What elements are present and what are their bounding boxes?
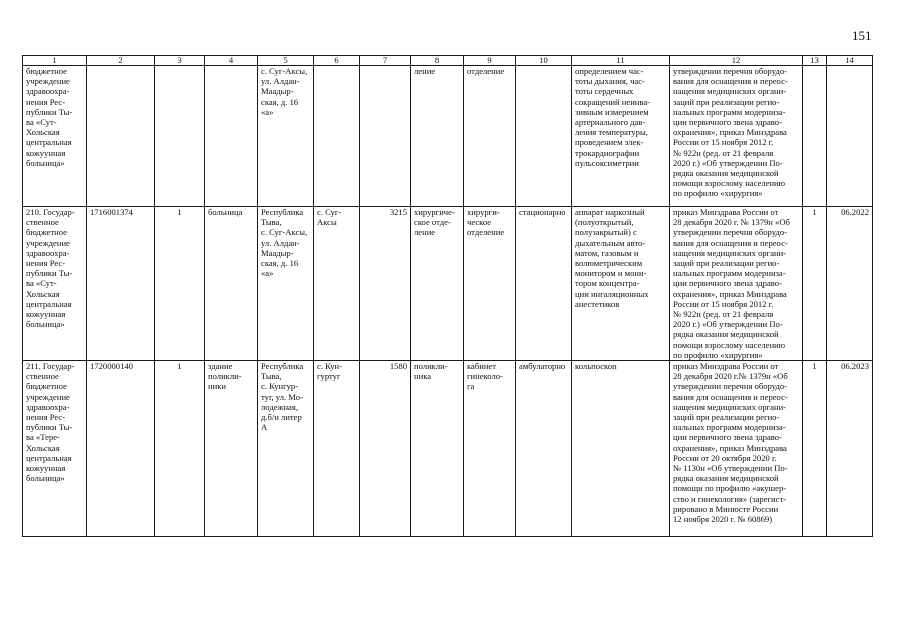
col-header-12: 12 <box>670 56 803 66</box>
cell-equipment: определением час- тоты дыхания, час- тоты сердечных сокращений неинва- зивным измерением артериального дав- ления температуры, проведением элек- трокардиографии пульсоксиметрии <box>572 66 670 207</box>
cell-address: Республика Тыва, с. Суг-Аксы, ул. Алдан- Маадыр- ская, д. 16 «а» <box>258 207 314 361</box>
col-header-10: 10 <box>516 56 572 66</box>
col-header-7: 7 <box>360 56 411 66</box>
cell-building: больница <box>205 207 258 361</box>
col-header-8: 8 <box>411 56 464 66</box>
cell-unit: хирургиче- ское отде- ление <box>411 207 464 361</box>
cell-count: 1 <box>155 207 205 361</box>
cell-unit: ление <box>411 66 464 207</box>
col-header-14: 14 <box>827 56 873 66</box>
cell-department: кабинет гинеколо- га <box>464 361 516 537</box>
cell-address: с. Суг-Аксы, ул. Алдан- Маадыр- ская, д. 16 «а» <box>258 66 314 207</box>
cell-regulation: утверждении перечня оборудо- вания для оснащения и переос- нащения медицинских органи- заций при реализации регио- нальных программ модерниза- ции первичного звена здраво- охранения», приказ Минздрава России от 15 ноября 2012 г. № 922н (ред. от 21 февраля 2020 г.) «Об утверждении По- рядка оказания медицинской помощи взрослому населению по профилю «хирургия» <box>670 66 803 207</box>
cell-date: 06.2023 <box>827 361 873 537</box>
cell-inn <box>87 66 155 207</box>
cell-unit: поликли- ника <box>411 361 464 537</box>
col-header-3: 3 <box>155 56 205 66</box>
cell-count <box>155 66 205 207</box>
cell-locality: с. Кун- гуртуг <box>314 361 360 537</box>
col-header-13: 13 <box>803 56 827 66</box>
table-row <box>23 361 873 537</box>
cell-quantity: 1 <box>803 207 827 361</box>
cell-department: отделение <box>464 66 516 207</box>
table-row <box>23 66 873 207</box>
cell-locality <box>314 66 360 207</box>
col-header-5: 5 <box>258 56 314 66</box>
col-header-9: 9 <box>464 56 516 66</box>
cell-organization: 210. Государ- ственное бюджетное учреждение здравоохра- нения Рес- публики Ты- ва «Сут- Хольская центральная кожуунная больница» <box>23 207 87 361</box>
cell-quantity <box>803 66 827 207</box>
cell-equipment: аппарат наркозный (полуоткрытый, полузакрытый) с дыхательным авто- матом, газовым и волюметрическим монитором и мони- тором концентра- ции ингаляционных анестетиков <box>572 207 670 361</box>
col-header-11: 11 <box>572 56 670 66</box>
page-number: 151 <box>852 28 872 43</box>
cell-care-form <box>516 66 572 207</box>
equipment-table <box>22 55 873 537</box>
cell-population: 1580 <box>360 361 411 537</box>
cell-department: хирурги- ческое отделение <box>464 207 516 361</box>
cell-equipment: кольпоскоп <box>572 361 670 537</box>
cell-organization: бюджетное учреждение здравоохра- нения Рес- публики Ты- ва «Сут- Хольская центральная кожуунная больница» <box>23 66 87 207</box>
cell-inn: 1720000140 <box>87 361 155 537</box>
cell-population: 3215 <box>360 207 411 361</box>
header-row <box>23 56 873 66</box>
cell-locality: с. Суг- Аксы <box>314 207 360 361</box>
col-header-1: 1 <box>23 56 87 66</box>
cell-address: Республика Тыва, с. Кунгур- туг, ул. Мо- лодежная, д.б/н литер А <box>258 361 314 537</box>
col-header-6: 6 <box>314 56 360 66</box>
table-row <box>23 207 873 361</box>
cell-building: здание поликли- ники <box>205 361 258 537</box>
cell-population <box>360 66 411 207</box>
col-header-4: 4 <box>205 56 258 66</box>
cell-regulation: приказ Минздрава России от 28 декабря 2020 г. № 1379н «Об утверждении перечня оборудо- вания для оснащения и переос- нащения медицинских органи- заций при реализации регио- нальных программ модерниза- ции первичного звена здраво- охранения», приказ Минздрава России от 15 ноября 2012 г. № 922н (ред. от 21 февраля 2020 г.) «Об утверждении По- рядка оказания медицинской помощи взрослому населению по профилю «хирургия» <box>670 207 803 361</box>
cell-count: 1 <box>155 361 205 537</box>
cell-care-form: стационарно <box>516 207 572 361</box>
cell-care-form: амбулаторно <box>516 361 572 537</box>
cell-organization: 211. Государ- ственное бюджетное учреждение здравоохра- нения Рес- публики Ты- ва «Тере- Хольская центральная кожуунная больница» <box>23 361 87 537</box>
cell-quantity: 1 <box>803 361 827 537</box>
cell-regulation: приказ Минздрава России от 28 декабря 2020 г.№ 1379н «Об утверждении перечня оборудо- вания для оснащения и переос- нащения медицинских органи- заций при реализации регио- нальных программ модерниза- ции первичного звена здраво- охранения», приказ Минздрава России от 20 октября 2020 г. № 1130н «Об утверждении По- рядка оказания медицинской помощи по профилю «акушер- ство и гинекология» (зарегист- рировано в Минюсте России 12 ноября 2020 г. № 60869) <box>670 361 803 537</box>
cell-building <box>205 66 258 207</box>
cell-inn: 1716001374 <box>87 207 155 361</box>
cell-date: 06.2022 <box>827 207 873 361</box>
cell-date <box>827 66 873 207</box>
col-header-2: 2 <box>87 56 155 66</box>
